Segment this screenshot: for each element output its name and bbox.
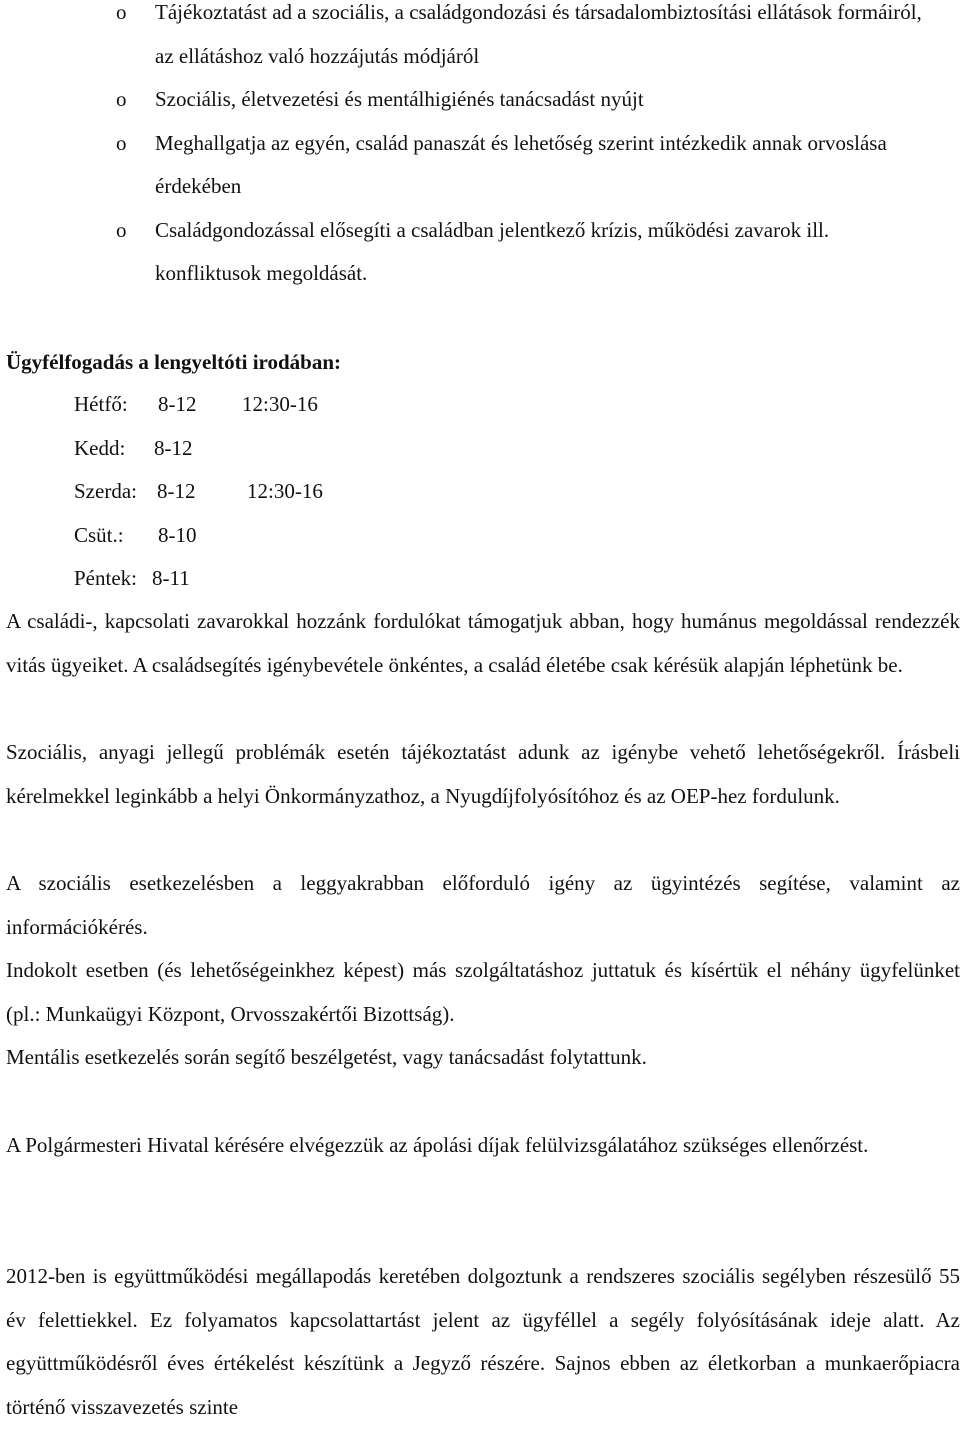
office-hours-heading: Ügyfélfogadás a lengyeltóti irodában:: [6, 350, 342, 374]
office-hours-row: [74, 557, 674, 601]
office-hours-row: [74, 470, 674, 514]
afternoon-hours: 12:30-16: [242, 392, 318, 416]
day-label: Péntek:: [74, 566, 137, 591]
morning-hours: 8-10: [158, 522, 197, 547]
services-bullet-list: [0, 0, 960, 296]
paragraph-family-support: A családi-, kapcsolati zavarokkal hozzánk fordulókat támogatjuk abban, hogy humánus megoldással rendezzék vitás ügyeiket. A családsegítés igénybevétele önkéntes, a család életébe csak kérésük alapján léphetünk be.: [6, 609, 960, 677]
office-hours-row: [74, 383, 674, 427]
list-item: [0, 209, 960, 296]
paragraph-case-management: A szociális esetkezelésben a leggyakrabban előforduló igény az ügyintézés segítése, valamint az információkérés.: [6, 871, 960, 939]
paragraph-referrals: Indokolt esetben (és lehetőségeinkhez képest) más szolgáltatáshoz juttatuk és kísértük el néhány ügyfelünket (pl.: Munkaügyi Központ, Orvosszakértői Bizottság).: [6, 958, 960, 1026]
bullet-marker: o: [116, 0, 127, 24]
list-item: [0, 78, 960, 122]
morning-hours: 8-12: [154, 435, 193, 460]
list-item-text: Családgondozással elősegíti a családban jelentkező krízis, működési zavarok ill. konfliktusok megoldását.: [155, 217, 830, 285]
paragraph-cooperation-2012: 2012-ben is együttműködési megállapodás keretében dolgoztunk a rendszeres szociális segélyben részesülő 55 év felettiekkel. Ez folyamatos kapcsolattartást jelent az ügyféllel a segély folyósításának ideje alatt. Az együttműködésről éves értékelést készítünk a Jegyző részére. Sajnos ebben az életkorban a munkaerőpiacra történő visszavezetés szinte: [6, 1264, 960, 1419]
paragraph-social-problems: Szociális, anyagi jellegű problémák esetén tájékoztatást adunk az igénybe vehető lehetőségekről. Írásbeli kérelmekkel leginkább a helyi Önkormányzathoz, a Nyugdíjfolyósítóhoz és az OEP-hez fordulunk.: [6, 740, 960, 808]
list-item-text: Tájékoztatást ad a szociális, a családgondozási és társadalombiztosítási ellátások formáiról, az ellátáshoz való hozzájutás módjáról: [155, 0, 922, 68]
day-label: Hétfő:: [74, 392, 128, 416]
morning-hours: 8-12: [158, 392, 197, 416]
bullet-marker: o: [116, 217, 127, 242]
paragraph-mayors-office: A Polgármesteri Hivatal kérésére elvégezzük az ápolási díjak felülvizsgálatához szükséges ellenőrzést.: [6, 1133, 869, 1157]
morning-hours: 8-12: [157, 479, 196, 504]
day-label: Kedd:: [74, 435, 126, 460]
list-item: [0, 122, 960, 209]
list-item-text: Meghallgatja az egyén, család panaszát és lehetőség szerint intézkedik annak orvoslása érdekében: [155, 130, 887, 198]
office-hours-row: [74, 427, 674, 471]
bullet-marker: o: [116, 87, 127, 111]
day-label: Szerda:: [74, 479, 137, 504]
office-hours-row: [74, 514, 674, 558]
list-item-text: Szociális, életvezetési és mentálhigiénés tanácsadást nyújt: [155, 87, 644, 111]
office-hours-list: [74, 383, 674, 601]
bullet-marker: o: [116, 130, 127, 155]
paragraph-mental-care: Mentális esetkezelés során segítő beszélgetést, vagy tanácsadást folytattunk.: [6, 1045, 647, 1069]
list-item: [0, 0, 960, 78]
day-label: Csüt.:: [74, 522, 124, 547]
morning-hours: 8-11: [152, 566, 190, 591]
afternoon-hours: 12:30-16: [247, 479, 323, 504]
